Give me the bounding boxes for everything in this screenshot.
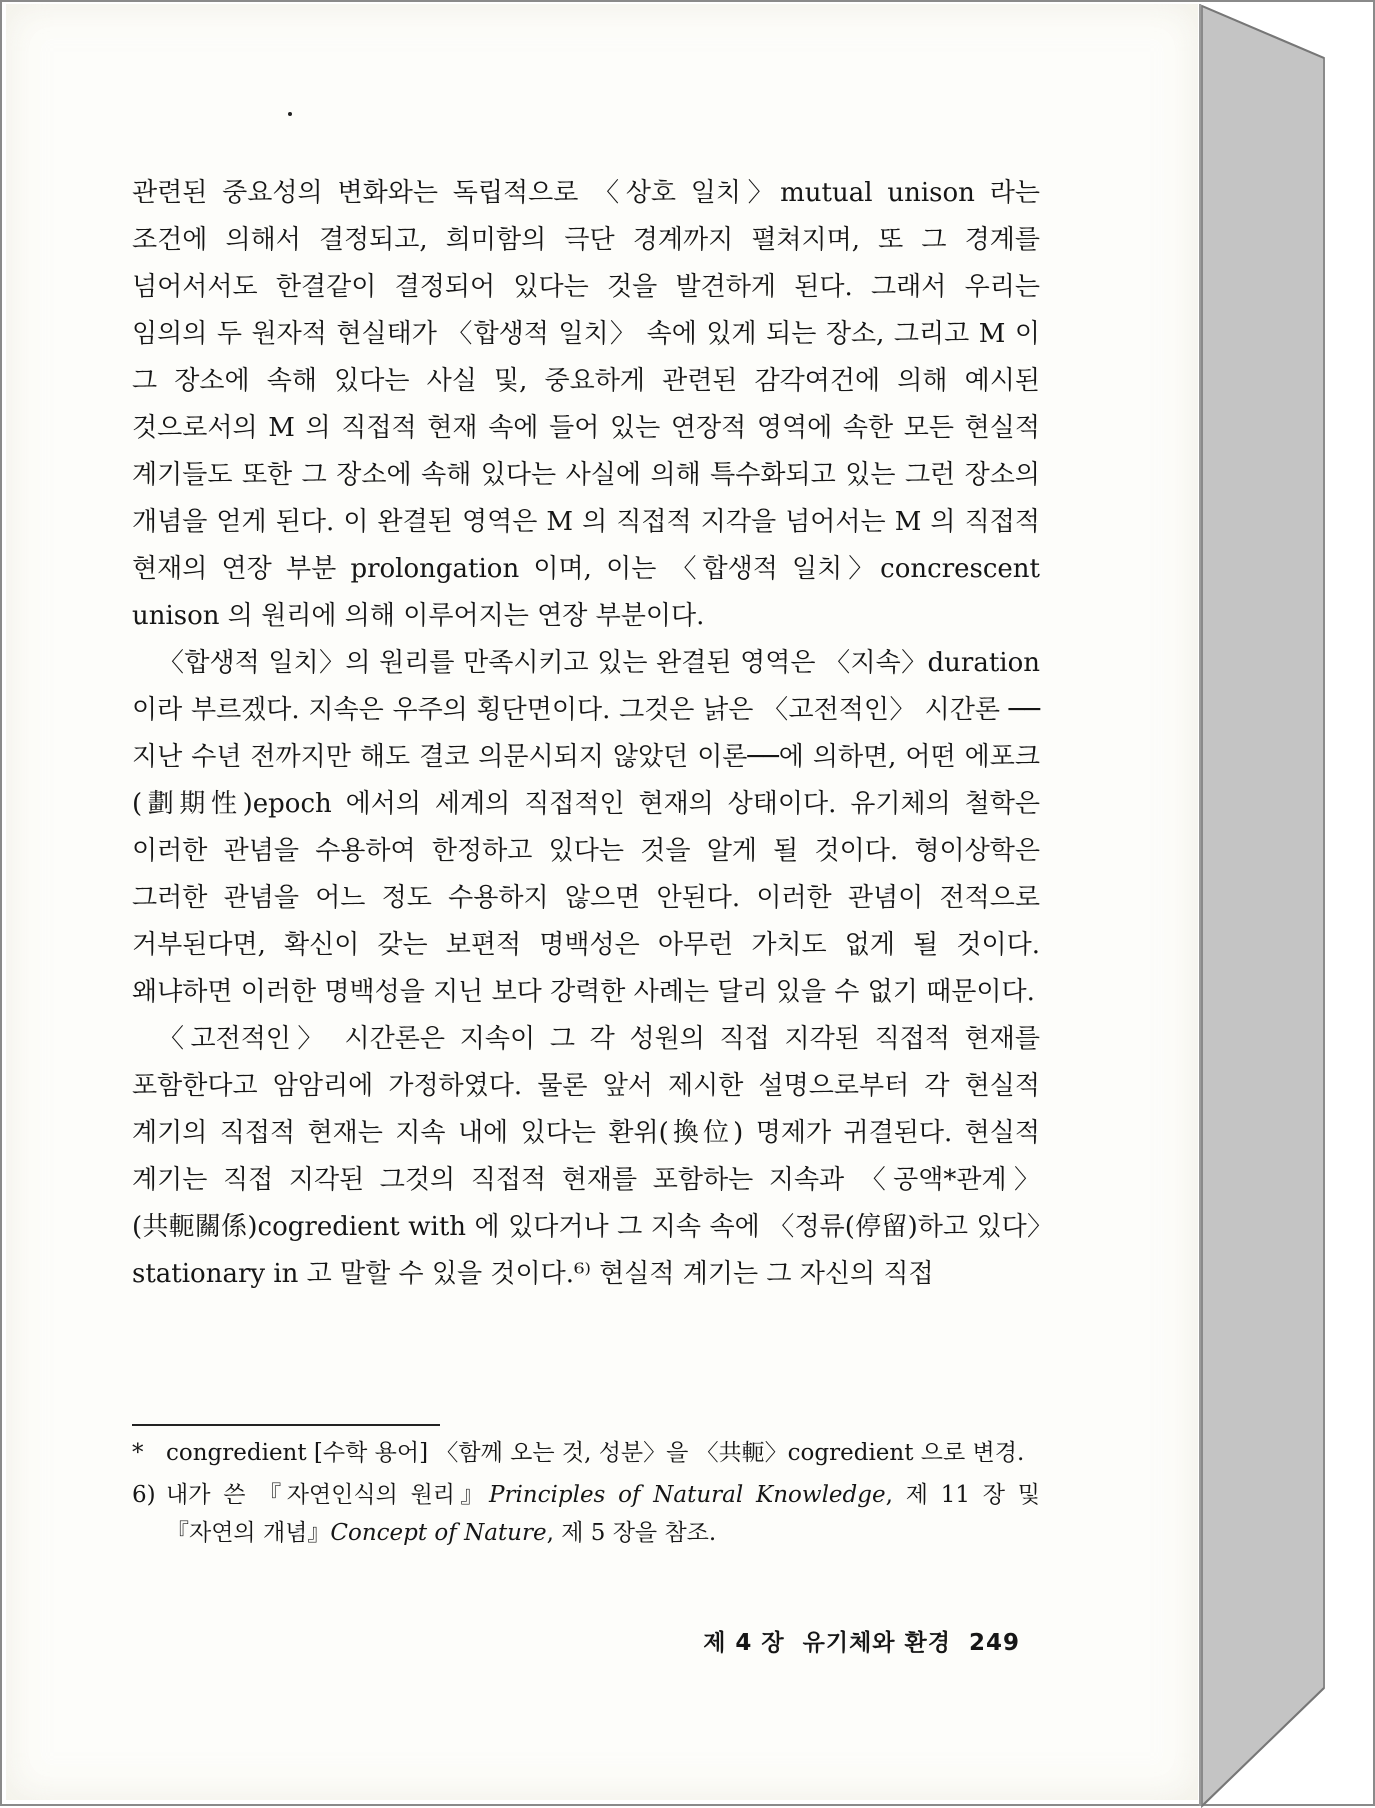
footnote-text-part: , 제 11 장 및 『자연의 개념』 xyxy=(166,1482,1040,1546)
running-footer xyxy=(680,1624,1020,1657)
footnote-text xyxy=(166,1476,1040,1552)
footnote-asterisk xyxy=(132,1434,1040,1472)
footnote-mark: 6) xyxy=(132,1482,156,1508)
chapter-title: 유기체와 환경 xyxy=(802,1630,951,1656)
paragraph-2: 〈합생적 일치〉의 원리를 만족시키고 있는 완결된 영역은 〈지속〉duration 이라 부르겠다. 지속은 우주의 횡단면이다. 그것은 낡은 〈고전적인〉 시간론 ──지난 수년 전까지만 해도 결코 의문시되지 않았던 이론──에 의하면, 어떤 에포크(劃期性)epoch 에서의 세계의 직접적인 현재의 상태이다. 유기체의 철학은 이러한 관념을 수용하여 한정하고 있다는 것을 알게 될 것이다. 형이상학은 그러한 관념을 어느 정도 수용하지 않으면 안된다. 이러한 관념이 전적으로 거부된다면, 확신이 갖는 보편적 명백성은 아무런 가치도 없게 될 것이다. 왜냐하면 이러한 명백성을 지닌 보다 강력한 사례는 달리 있을 수 없기 때문이다. xyxy=(132,648,1040,1007)
footnote-book-title-en: Principles of Natural Knowledge xyxy=(488,1482,886,1508)
paragraph-1: 관련된 중요성의 변화와는 독립적으로 〈상호 일치〉mutual unison 라는 조건에 의해서 결정되고, 희미함의 극단 경계까지 펼쳐지며, 또 그 경계를 넘어서서도 한결같이 결정되어 있다는 것을 발견하게 된다. 그래서 우리는 임의의 두 원자적 현실태가 〈합생적 일치〉 속에 있게 되는 장소, 그리고 M 이 그 장소에 속해 있다는 사실 및, 중요하게 관련된 감각여건에 의해 예시된 것으로서의 M 의 직접적 현재 속에 들어 있는 연장적 영역에 속한 모든 현실적 계기들도 또한 그 장소에 속해 있다는 사실에 의해 특수화되고 있는 그런 장소의 개념을 얻게 된다. 이 완결된 영역은 M 의 직접적 지각을 넘어서는 M 의 직접적 현재의 연장 부분 prolongation 이며, 이는 〈합생적 일치〉concrescent unison 의 원리에 의해 이루어지는 연장 부분이다. xyxy=(132,178,1040,631)
footnote-text-part: 내가 쓴 『자연인식의 원리』 xyxy=(166,1482,489,1508)
paragraph-3: 〈고전적인〉 시간론은 지속이 그 각 성원의 직접 지각된 직접적 현재를 포함한다고 암암리에 가정하였다. 물론 앞서 제시한 설명으로부터 각 현실적 계기의 직접적 현재는 지속 내에 있다는 환위(換位) 명제가 귀결된다. 현실적 계기는 직접 지각된 그것의 직접적 현재를 포함하는 지속과 〈공액*관계〉(共軛關係)cogredient with 에 있다거나 그 지속 속에 〈정류(停留)하고 있다〉stationary in 고 말할 수 있을 것이다.⁶⁾ 현실적 계기는 그 자신의 직접 xyxy=(132,1024,1040,1289)
footnote-text-part: congredient [수학 용어] 〈함께 오는 것, 성분〉을 〈共軛〉cogredient 으로 변경. xyxy=(166,1440,1025,1466)
footnote-mark: * xyxy=(132,1440,144,1466)
footnote-divider xyxy=(132,1424,440,1426)
chapter-label: 제 4 장 xyxy=(703,1630,785,1656)
footnote-text-part: , 제 5 장을 참조. xyxy=(546,1520,717,1546)
footnote-book-title-en: Concept of Nature xyxy=(330,1520,547,1546)
footnote-6 xyxy=(132,1476,1040,1552)
footnotes xyxy=(132,1434,1040,1556)
print-speck xyxy=(288,112,292,116)
body-text xyxy=(132,170,1040,1298)
footnote-text xyxy=(166,1434,1040,1472)
page-number: 249 xyxy=(968,1630,1020,1656)
book-spine-shape xyxy=(1202,6,1324,1806)
